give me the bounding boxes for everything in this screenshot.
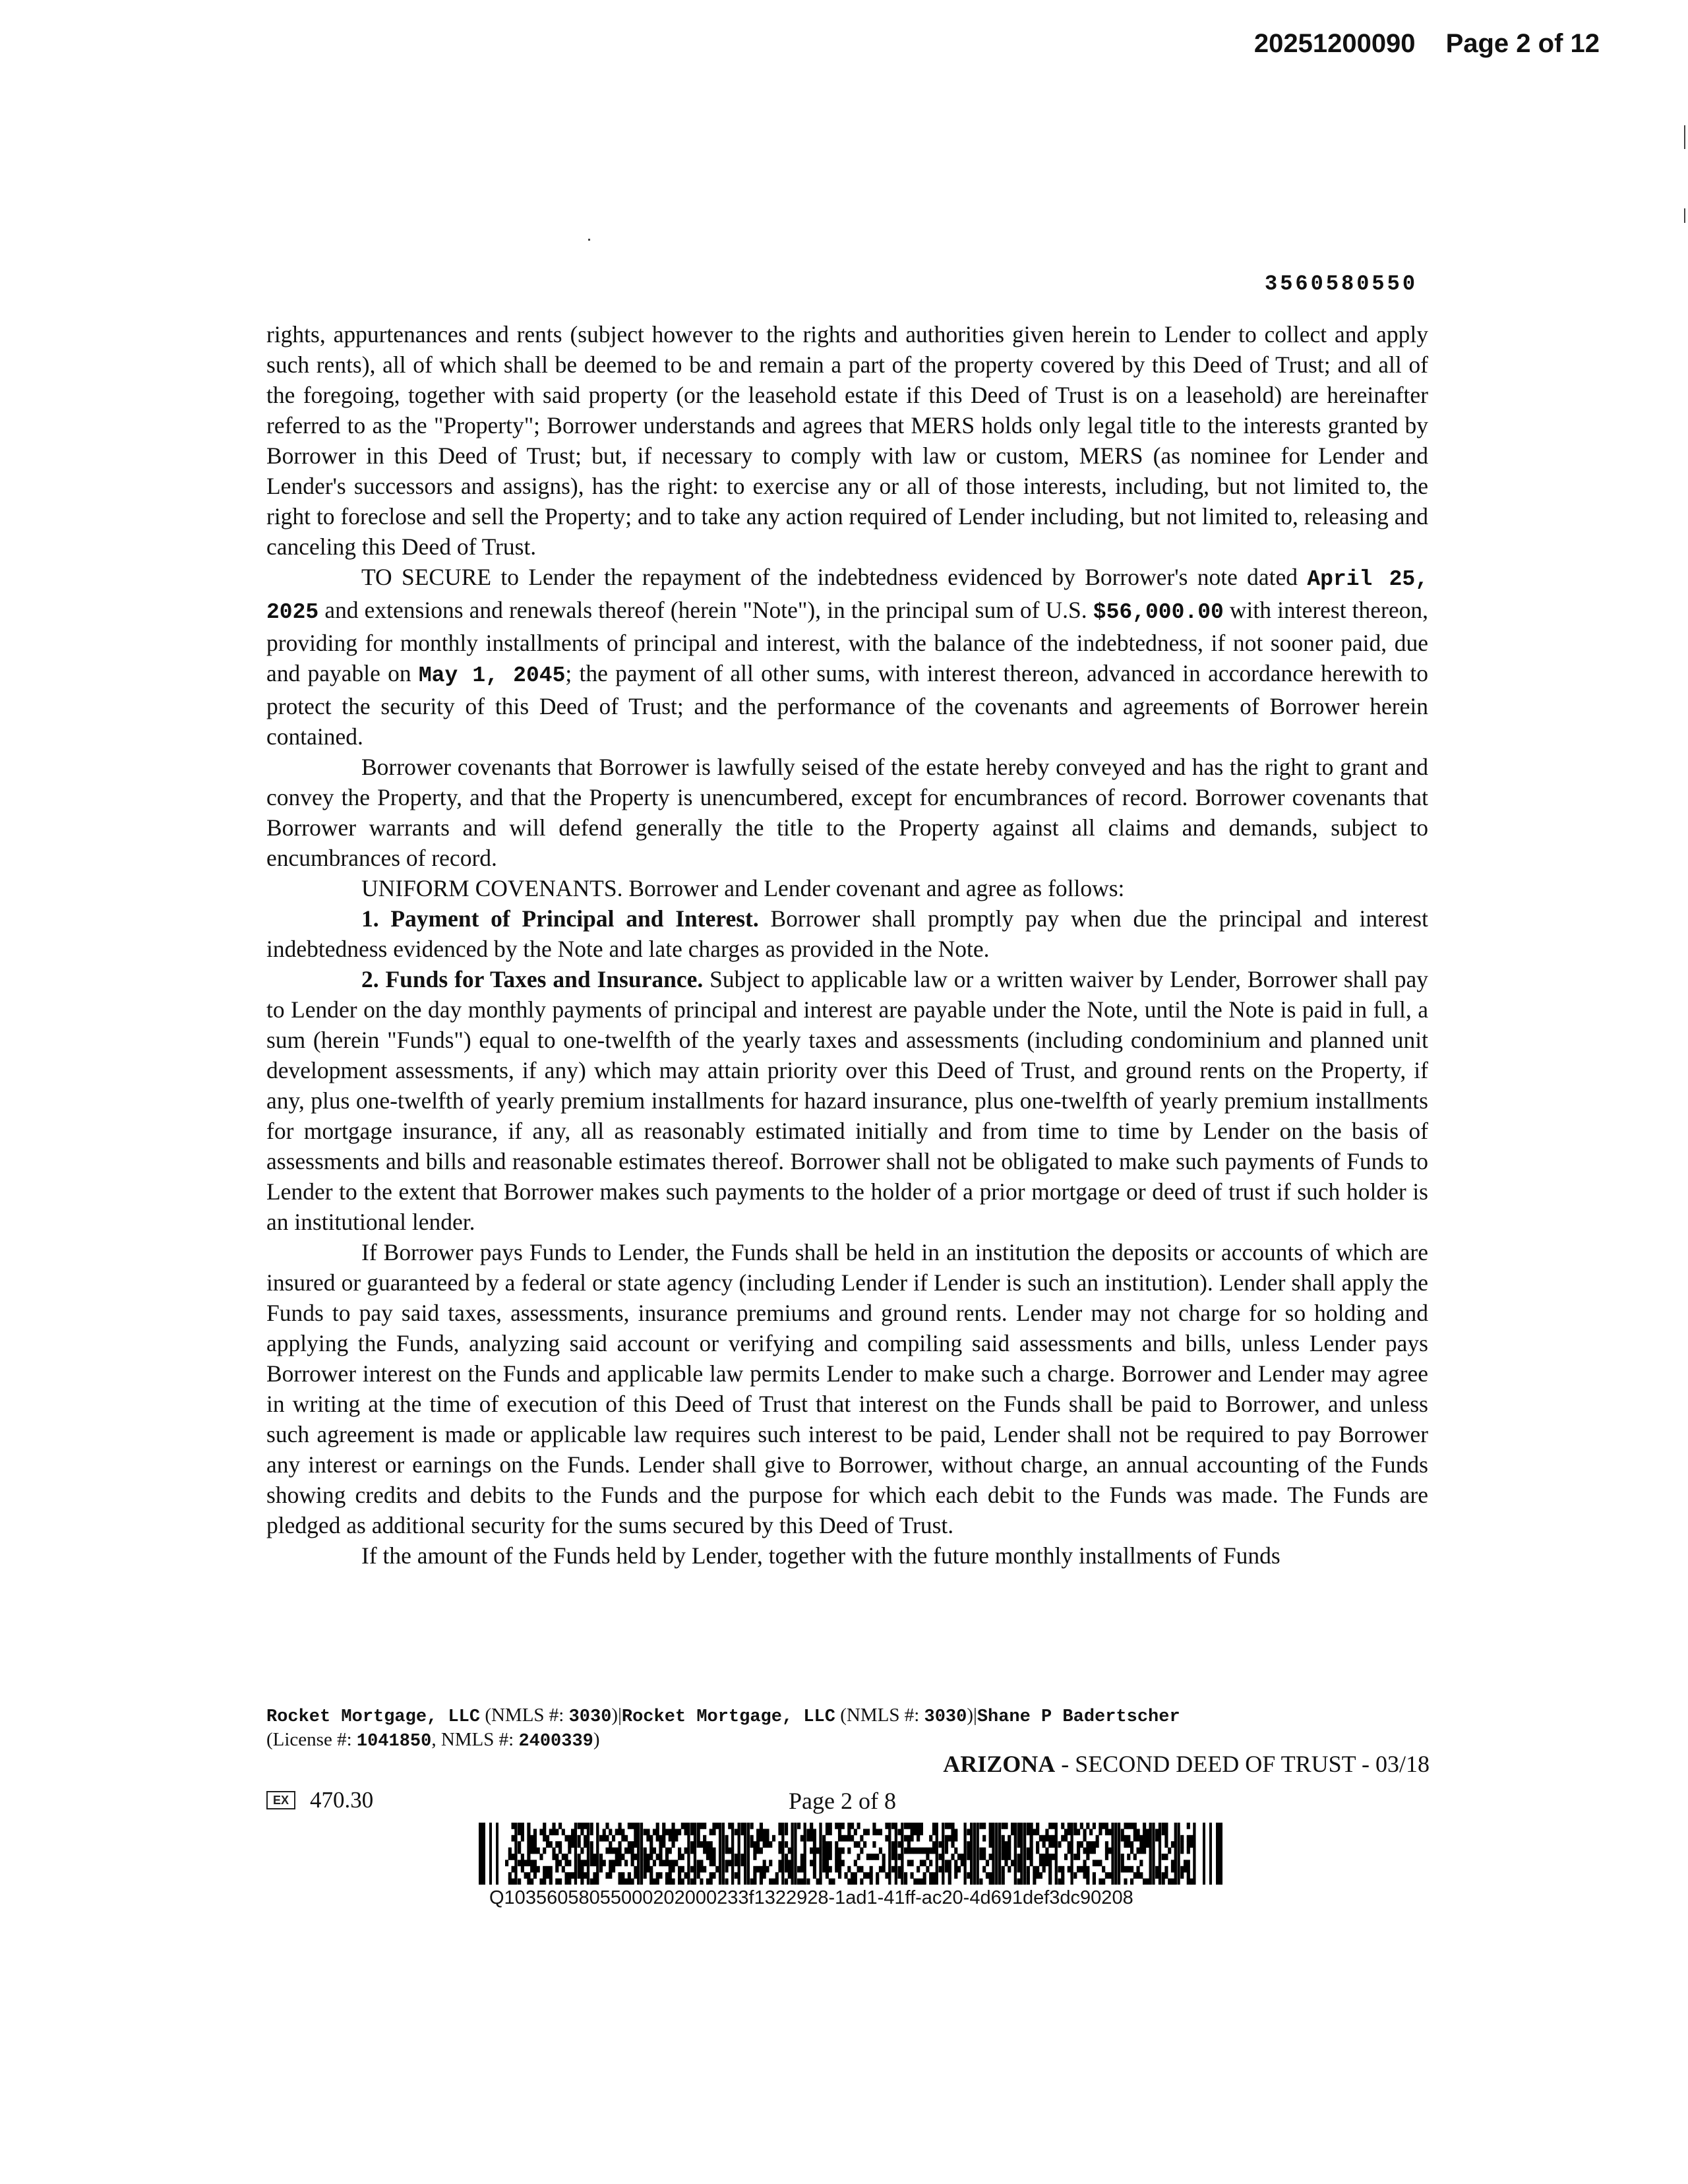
paragraph-covenants-title: Borrower covenants that Borrower is lawfully seised of the estate hereby conveyed and has the right to grant and convey the Property, and that the Property is unencumbered, except for encumbrances of record. Borrower covenants that Borrower warrants and will defend generally the title to the Property against all claims and demands, subject to encumbrances of record. (266, 754, 1428, 871)
form-title-text: - SECOND DEED OF TRUST - 03/18 (1061, 1751, 1430, 1777)
form-number-block (266, 1787, 373, 1813)
principal-amount: $56,000.00 (1093, 600, 1224, 624)
form-page-number: Page 2 of 8 (789, 1788, 896, 1814)
lender-name-1: Rocket Mortgage, LLC (266, 1707, 481, 1727)
paragraph-uniform-covenants: UNIFORM COVENANTS. Borrower and Lender covenant and agree as follows: (361, 875, 1125, 901)
nmls-number-2: 3030 (924, 1707, 967, 1727)
form-number: 470.30 (310, 1787, 374, 1813)
maturity-date: May 1, 2045 (418, 663, 566, 688)
separator-2: | (973, 1705, 977, 1726)
to-secure-text-d: ; the payment of all other sums, with interest thereon, advanced in accordance herewith to protect the security of this Deed of Trust; and the performance of the covenants and agreements of Borrower herein contained. (266, 660, 1428, 750)
nmls-number-3: 2400339 (518, 1732, 593, 1751)
form-title (943, 1750, 1430, 1778)
nmls-number-1: 3030 (568, 1707, 612, 1727)
originator-name: Shane P Badertscher (977, 1707, 1180, 1727)
nmls-close-1: ) (611, 1705, 618, 1726)
section-1-text: Borrower shall promptly pay when due the principal and interest indebtedness evidenced by the Note and late charges as provided in the Note. (266, 905, 1428, 962)
barcode-text: Q10356058055000202000233f1322928-1ad1-41ff-ac20-4d691def3dc90208 (489, 1887, 1133, 1908)
recording-header (1254, 29, 1600, 59)
section-2-funds (266, 964, 1428, 1237)
section-1-title: 1. Payment of Principal and Interest. (361, 905, 759, 932)
scan-speck (588, 239, 590, 241)
lender-name-2: Rocket Mortgage, LLC (621, 1707, 835, 1727)
section-2-title: 2. Funds for Taxes and Insurance. (361, 966, 704, 992)
paragraph-property: rights, appurtenances and rents (subject however to the rights and authorities given herein to Lender to collect and apply such rents), all of which shall be deemed to be and remain a part of the property covered by this Deed of Trust; and all of the foregoing, together with said property (or the leasehold estate if this Deed of Trust is on a leasehold) are hereinafter referred to as the "Property"; Borrower understands and agrees that MERS holds only legal title to the interests granted by Borrower in this Deed of Trust; but, if necessary to comply with law or custom, MERS (as nominee for Lender and Lender's successors and assigns), has the right: to exercise any or all of those interests, including, but not limited to, the right to foreclose and sell the Property; and to take any action required of Lender including, but not limited to, releasing and canceling this Deed of Trust. (266, 321, 1428, 560)
section-1-payment (266, 903, 1428, 964)
to-secure-text-c: with interest thereon, providing for monthly installments of principal and interest, with the balance of the indebtedness, if not sooner paid, due and payable on (266, 597, 1429, 686)
loan-number: 3560580550 (1265, 272, 1418, 296)
paragraph-to-secure (266, 562, 1428, 752)
recording-number: 20251200090 (1253, 29, 1416, 58)
nmls-close-3: ) (593, 1729, 600, 1750)
recording-page: Page 2 of 12 (1445, 29, 1600, 58)
note-date: April 25, 2025 (266, 567, 1429, 624)
paragraph-funds-held: If Borrower pays Funds to Lender, the Funds shall be held in an institution the deposits or accounts of which are insured or guaranteed by a federal or state agency (including Lender if Lender is such an institution). Lender shall apply the Funds to pay said taxes, assessments, insurance premiums and ground rents. Lender may not charge for so holding and applying the Funds, analyzing said account or verifying and compiling said assessments and bills, unless Lender pays Borrower interest on the Funds and applicable law permits Lender to make such a charge. Borrower and Lender may agree in writing at the time of execution of this Deed of Trust that interest on the Funds shall be paid to Borrower, and unless such agreement is made or applicable law requires such interest to be paid, Lender shall not be required to pay Borrower any interest or earnings on the Funds. Lender shall give to Borrower, without charge, an annual accounting of the Funds showing credits and debits to the Funds and the purpose for which each debit to the Funds was made. The Funds are pledged as additional security for the sums secured by this Deed of Trust. (266, 1239, 1428, 1538)
separator-1: | (618, 1705, 622, 1726)
deed-body (266, 319, 1428, 1571)
paragraph-funds-amount: If the amount of the Funds held by Lender, together with the future monthly installments of Funds (361, 1542, 1281, 1569)
state-name: ARIZONA (943, 1751, 1056, 1777)
originator-identification (266, 1704, 1440, 1753)
nmls-label-1: (NMLS #: (485, 1705, 564, 1726)
scan-speck (1684, 125, 1685, 149)
to-secure-text-a: TO SECURE to Lender the repayment of the indebtedness evidenced by Borrower's note dated (361, 564, 1298, 590)
form-ex-icon: EX (266, 1791, 295, 1809)
nmls-label-2: (NMLS #: (840, 1705, 920, 1726)
nmls-close-2: ) (967, 1705, 973, 1726)
license-number: 1041850 (356, 1732, 432, 1751)
barcode (479, 1823, 1222, 1885)
to-secure-text-b: and extensions and renewals thereof (herein "Note"), in the principal sum of U.S. (324, 597, 1087, 623)
license-label: (License #: (266, 1729, 352, 1750)
section-2-text: Subject to applicable law or a written waiver by Lender, Borrower shall pay to Lender on the day monthly payments of principal and interest are payable under the Note, until the Note is paid in full, a sum (herein "Funds") equal to one-twelfth of the yearly taxes and assessments (including condominium and planned unit development assessments, if any) which may attain priority over this Deed of Trust, and ground rents on the Property, if any, plus one-twelfth of yearly premium installments for hazard insurance, plus one-twelfth of yearly premium installments for mortgage insurance, if any, all as reasonably estimated initially and from time to time by Lender on the basis of assessments and bills and reasonable estimates thereof. Borrower shall not be obligated to make such payments of Funds to Lender to the extent that Borrower makes such payments to the holder of a prior mortgage or deed of trust if such holder is an institutional lender. (266, 966, 1428, 1235)
scan-speck (1684, 208, 1685, 223)
nmls-label-3: , NMLS #: (431, 1729, 514, 1750)
